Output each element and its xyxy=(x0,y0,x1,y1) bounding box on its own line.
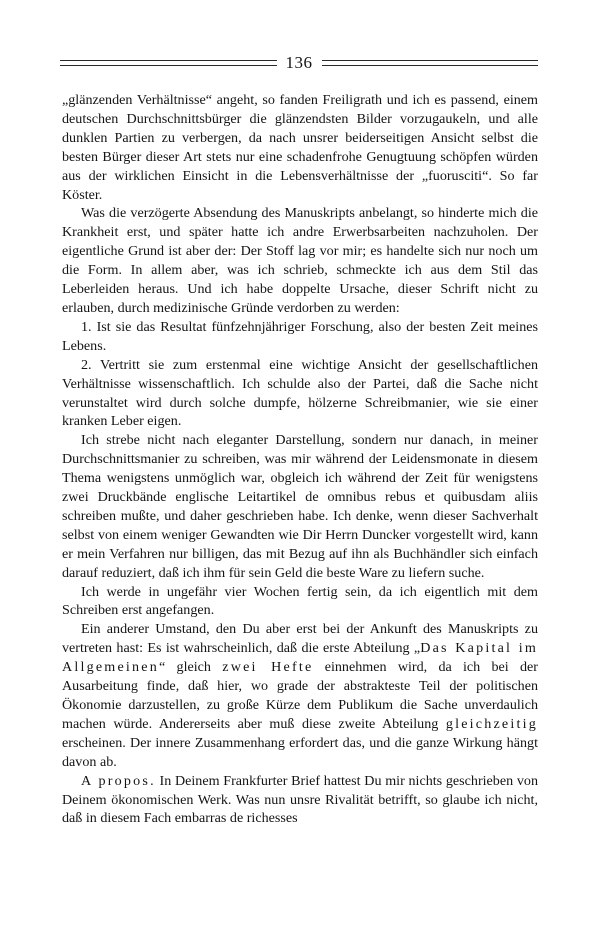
paragraph xyxy=(62,620,538,771)
paragraph xyxy=(62,318,538,356)
header-rule-left xyxy=(60,60,277,66)
emphasized-text: gleichzeitig xyxy=(445,715,538,732)
text-segment: Ich strebe nicht nach eleganter Darstellung, sondern nur danach, in meiner Durchschnittsmanier zu schreiben, was mir während der Leidensmonate in diesem Thema wenigstens unmöglich war, obgleich ich während der Zeit für wenigstens zwei Druckbände englische Leitartikel de omnibus rebus et quibusdam aliis schreiben mußte, und daher geschrieben habe. Ich denke, wenn dieser Sachverhalt selbst von einem weniger Gewandten wie Dir Herrn Duncker vorgestellt wird, kann er mein Verfahren nur billigen, das mit Bezug auf ihn als Buchhändler sich einfach darauf reduziert, daß ich ihm für sein Geld die beste Ware zu liefern suche. xyxy=(62,432,538,581)
page-body-text xyxy=(62,91,538,828)
text-segment: 2. Vertritt sie zum erstenmal eine wichtige Ansicht der gesellschaftlichen Verhältnisse wissenschaftlich. Ich schulde also der Partei, daß die Sache nicht verunstaltet wird durch solche dumpfe, hölzerne Schreibmanier, wie sie einer kranken Leber eigen. xyxy=(62,356,538,430)
text-segment: Ein anderer Umstand, den Du aber erst bei der Ankunft des Manuskripts zu vertreten hast: Es ist wahrscheinlich, daß die erste Abteilung „ xyxy=(62,621,538,657)
text-segment: “ gleich xyxy=(159,659,223,676)
page-number: 136 xyxy=(285,53,313,72)
emphasized-text: A propos. xyxy=(81,772,156,789)
text-segment: In Deinem Frankfurter Brief hattest Du mir nichts geschrieben von Deinem ökonomischen Werk. Was nun unsre Rivalität betrifft, so glaube ich nicht, daß in diesem Fach embarras de richesses xyxy=(62,772,538,827)
emphasized-text: zwei Hefte xyxy=(222,659,314,676)
paragraph xyxy=(62,431,538,582)
emphasized-text: Das Kapital im Allgemeinen xyxy=(62,640,538,676)
text-segment: 1. Ist sie das Resultat fünfzehnjähriger Forschung, also der besten Zeit meines Lebens. xyxy=(62,318,538,354)
header-rule-right xyxy=(322,60,539,66)
page-header xyxy=(60,52,538,74)
paragraph xyxy=(62,772,538,829)
paragraph xyxy=(62,583,538,621)
paragraph xyxy=(62,204,538,317)
text-segment: „glänzenden Verhältnisse“ angeht, so fanden Freiligrath und ich es passend, einem deutschen Durchschnittsbürger die glänzendsten Bilder vorzugaukeln, und alle dunklen Partien zu verbergen, da nach unsrer beiderseitigen Ansicht selbst die besten Bürger dieser Art stets nur eine schadenfrohe Genugtuung schöpfen würden aus der wirklichen Einsicht in die Lebensverhältnisse der „fuorusciti“. So far Köster. xyxy=(62,92,538,203)
text-segment: Was die verzögerte Absendung des Manuskripts anbelangt, so hinderte mich die Krankheit erst, und später hatte ich andre Erwerbsarbeiten nachzuholen. Der eigentliche Grund ist aber der: Der Stoff lag vor mir; es handelte sich nur noch um die Form. In allem aber, was ich schrieb, schmeckte ich aus dem Stil das Leberleiden heraus. Und ich habe doppelte Ursache, dieser Schrift nicht zu erlauben, durch medizinische Gründe verdorben zu werden: xyxy=(62,205,538,316)
paragraph xyxy=(62,91,538,204)
paragraph xyxy=(62,356,538,432)
text-segment: erscheinen. Der innere Zusammenhang erfordert das, und die ganze Wirkung hängt davon ab. xyxy=(62,734,538,770)
text-segment: Ich werde in ungefähr vier Wochen fertig sein, da ich eigentlich mit dem Schreiben erst angefangen. xyxy=(62,583,538,619)
text-segment: einnehmen wird, da ich bei der Ausarbeitung finde, daß hier, wo grade der abstrakteste Teil der politischen Ökonomie darzustellen, zu große Kürze dem Publikum die Sache unverdaulich machen würde. Andererseits aber muß diese zweite Abteilung xyxy=(62,659,538,732)
